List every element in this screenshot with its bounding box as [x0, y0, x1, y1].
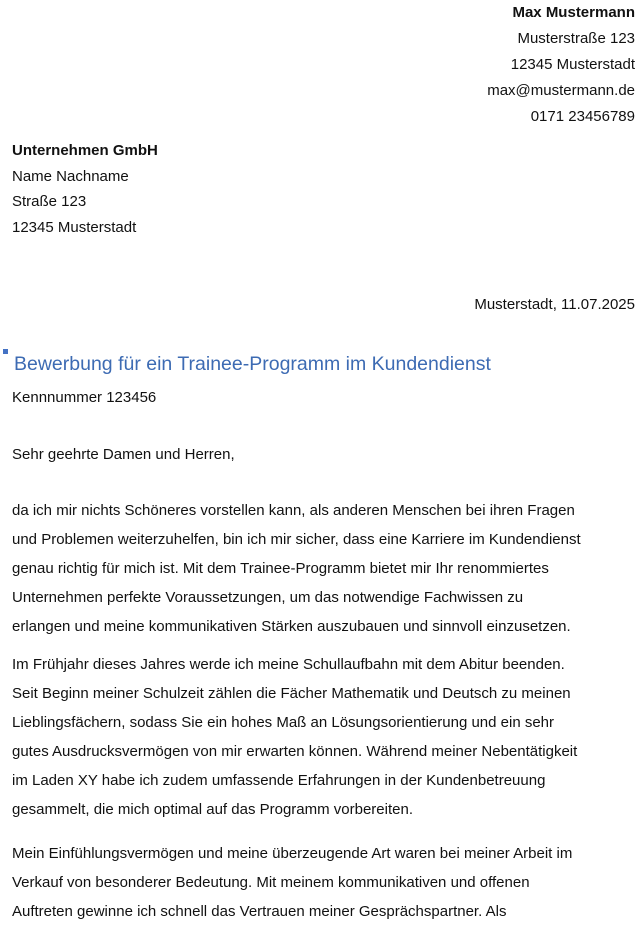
- letter-date: Musterstadt, 11.07.2025: [474, 296, 635, 313]
- sender-phone: 0171 23456789: [530, 108, 635, 125]
- salutation: Sehr geehrte Damen und Herren,: [12, 446, 235, 463]
- paragraph-line: Auftreten gewinne ich schnell das Vertrauen meiner Gesprächspartner. Als: [12, 903, 507, 920]
- paragraph-line: Unternehmen perfekte Voraussetzungen, um das notwendige Fachwissen zu: [12, 589, 524, 606]
- paragraph-line: und Problemen weiterzuhelfen, bin ich mir sicher, dass eine Karriere im Kundendienst: [12, 531, 581, 548]
- paragraph-line: im Laden XY habe ich zudem umfassende Erfahrungen in der Kundenbetreuung: [12, 772, 546, 789]
- body-paragraph-2: [12, 650, 639, 824]
- sender-name: Max Mustermann: [512, 4, 635, 21]
- paragraph-line: gesammelt, die mich optimal auf das Programm vorbereiten.: [12, 801, 414, 818]
- sender-city: 12345 Musterstadt: [510, 56, 635, 73]
- paragraph-line: Im Frühjahr dieses Jahres werde ich meine Schullaufbahn mit dem Abitur beenden.: [12, 656, 565, 673]
- paragraph-line: Verkauf von besonderer Bedeutung. Mit meinem kommunikativen und offenen: [12, 874, 530, 891]
- recipient-company: Unternehmen GmbH: [12, 142, 158, 159]
- recipient-contact: Name Nachname: [12, 167, 129, 185]
- heading-marker-icon: [3, 349, 8, 354]
- paragraph-line: Seit Beginn meiner Schulzeit zählen die Fächer Mathematik und Deutsch zu meinen: [12, 685, 571, 702]
- paragraph-line: erlangen und meine kommunikativen Stärken auszubauen und sinnvoll einzusetzen.: [12, 618, 571, 635]
- sender-address-block: [487, 0, 635, 130]
- paragraph-line: Lieblingsfächern, sodass Sie ein hohes Maß an Lösungsorientierung und ein sehr: [12, 714, 555, 731]
- recipient-city: 12345 Musterstadt: [12, 218, 137, 236]
- paragraph-line: genau richtig für mich ist. Mit dem Trainee-Programm bietet mir Ihr renommiertes: [12, 560, 549, 577]
- sender-street: Musterstraße 123: [517, 30, 635, 47]
- paragraph-line: da ich mir nichts Schöneres vorstellen kann, als anderen Menschen bei ihren Fragen: [12, 502, 575, 519]
- recipient-address-block: [12, 138, 158, 240]
- letter-subject: Bewerbung für ein Trainee-Programm im Kundendienst: [14, 353, 491, 375]
- paragraph-line: Mein Einfühlungsvermögen und meine überzeugende Art waren bei meiner Arbeit im: [12, 845, 573, 862]
- paragraph-line: gutes Ausdrucksvermögen von mir erwarten können. Während meiner Nebentätigkeit: [12, 743, 578, 760]
- sender-email: max@mustermann.de: [487, 82, 635, 99]
- body-paragraph-1: [12, 496, 639, 641]
- body-paragraph-3: [12, 839, 639, 926]
- recipient-street: Straße 123: [12, 193, 87, 210]
- reference-number: Kennnummer 123456: [12, 389, 157, 406]
